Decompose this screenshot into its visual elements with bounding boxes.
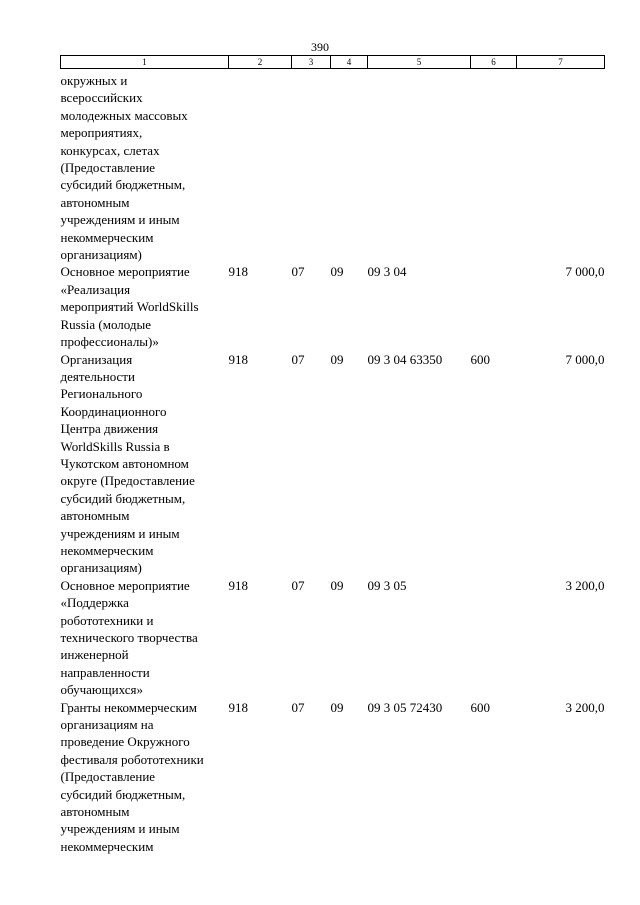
row-expense-type	[471, 263, 517, 350]
row-section-code: 07	[291, 577, 305, 593]
row-ministry-code: 918	[228, 351, 248, 367]
row-expense-type: 600	[470, 699, 490, 715]
header-col-5: 5	[368, 56, 471, 69]
row-ministry-code	[229, 69, 292, 264]
row-section-code	[292, 69, 331, 264]
row-sum: 3 200,0	[565, 699, 605, 715]
header-col-6: 6	[471, 56, 517, 69]
header-col-3: 3	[292, 56, 331, 69]
header-col-2: 2	[229, 56, 292, 69]
table-row	[61, 69, 605, 264]
row-target-code: 09 3 04	[367, 264, 407, 280]
row-ministry-code: 918	[228, 699, 248, 715]
row-section-code: 07	[291, 264, 305, 280]
budget-table	[60, 55, 605, 855]
column-number-header	[61, 56, 605, 69]
page-number: 390	[311, 40, 329, 54]
table-row	[61, 577, 605, 699]
header-col-1: 1	[61, 56, 229, 69]
row-sum: 7 000,0	[565, 351, 605, 367]
row-name: Гранты некоммерческим организациям на проведение Окружного фестиваля робототехники (Предоставление субсидий бюджетным, автономным учреждениям и иным некоммерческим	[60, 699, 204, 854]
row-expense-type: 600	[470, 351, 490, 367]
row-expense-type	[471, 69, 517, 264]
row-subsection-code: 09	[330, 351, 344, 367]
row-target-code	[368, 69, 471, 264]
row-ministry-code: 918	[228, 264, 248, 280]
row-section-code: 07	[291, 351, 305, 367]
table-row	[61, 699, 605, 856]
row-target-code: 09 3 04 63350	[367, 351, 443, 367]
table-row	[61, 263, 605, 350]
row-subsection-code	[331, 69, 368, 264]
row-name: Основное мероприятие «Реализация мероприятий WorldSkills Russia (молодые профессионалы)»	[60, 264, 199, 350]
row-target-code: 09 3 05 72430	[367, 699, 443, 715]
row-name: Организация деятельности Регионального Координационного Центра движения WorldSkills Russia в Чукотском автономном округе (Предоставление субсидий бюджетным, автономным учреждениям и иным некоммерческим организациям)	[60, 351, 195, 576]
row-ministry-code: 918	[228, 577, 248, 593]
row-sum: 7 000,0	[565, 264, 605, 280]
header-col-7: 7	[517, 56, 605, 69]
row-target-code: 09 3 05	[367, 577, 407, 593]
row-subsection-code: 09	[330, 264, 344, 280]
row-section-code: 07	[291, 699, 305, 715]
row-subsection-code: 09	[330, 699, 344, 715]
row-name: Основное мероприятие «Поддержка робототехники и технического творчества инженерной направленности обучающихся»	[60, 577, 198, 698]
row-expense-type	[471, 577, 517, 699]
row-sum	[517, 69, 605, 264]
row-name: окружных и всероссийских молодежных массовых мероприятиях, конкурсах, слетах (Предоставление субсидий бюджетным, автономным учреждениям и иным некоммерческим организациям)	[60, 73, 188, 263]
header-col-4: 4	[331, 56, 368, 69]
row-subsection-code: 09	[330, 577, 344, 593]
table-row	[61, 351, 605, 577]
row-sum: 3 200,0	[565, 577, 605, 593]
